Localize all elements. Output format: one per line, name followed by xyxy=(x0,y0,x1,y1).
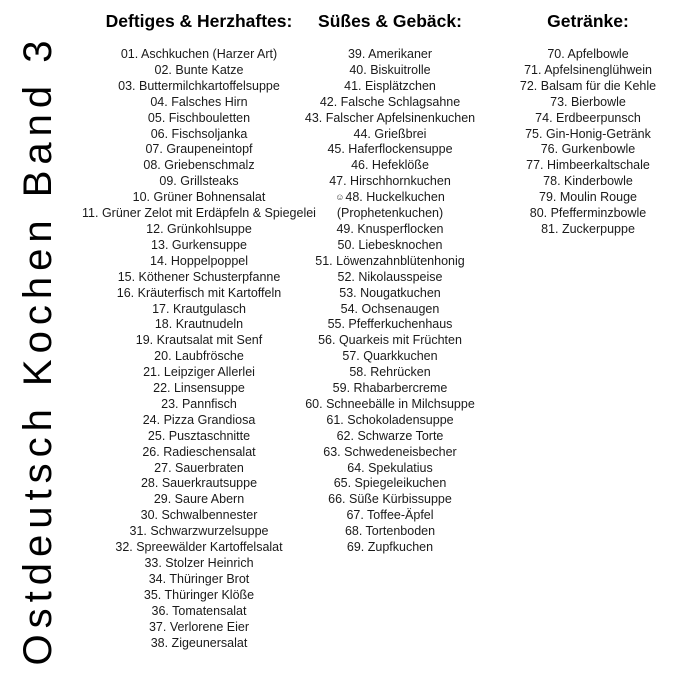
column-suesses-gebaeck xyxy=(285,8,495,556)
list-item: 29. Saure Abern xyxy=(153,492,245,507)
list-item: 46. Hefeklöße xyxy=(351,158,429,173)
list-item: 65. Spiegeleikuchen xyxy=(333,476,447,491)
list-item: 44. Grießbrei xyxy=(353,126,427,141)
list-item: 09. Grillsteaks xyxy=(159,174,239,189)
list-item: 28. Sauerkrautsuppe xyxy=(140,476,258,491)
list-item: 11. Grüner Zelot mit Erdäpfeln & Spiegelei xyxy=(82,206,316,221)
list-item: 60. Schneebälle in Milchsuppe xyxy=(305,396,475,411)
list-item: 20. Laubfrösche xyxy=(154,349,244,364)
column-getraenke xyxy=(493,8,683,238)
list-item: 64. Spekulatius xyxy=(347,460,433,475)
list-item: 22. Linsensuppe xyxy=(153,381,245,396)
list-item: 31. Schwarzwurzelsuppe xyxy=(129,524,269,539)
list-item: 32. Spreewälder Kartoffelsalat xyxy=(115,540,283,555)
list-item: 40. Biskuitrolle xyxy=(349,62,431,77)
list-item: 17. Krautgulasch xyxy=(152,301,246,316)
list-item: 81. Zuckerpuppe xyxy=(541,221,635,236)
list-item: 33. Stolzer Heinrich xyxy=(144,556,254,570)
list-item: 78. Kinderbowle xyxy=(543,174,633,189)
list-item: 08. Griebenschmalz xyxy=(143,158,255,173)
list-item: 71. Apfelsinenglühwein xyxy=(524,62,652,77)
recipe-list-suesses-gebaeck xyxy=(285,47,495,556)
list-item: 47. Hirschhornkuchen xyxy=(329,174,451,189)
list-item: 63. Schwedeneisbecher xyxy=(323,444,457,459)
column-header-deftiges-herzhaftes: Deftiges & Herzhaftes: xyxy=(105,11,293,31)
list-item: 05. Fischbouletten xyxy=(147,110,251,125)
list-item: 67. Toffee-Äpfel xyxy=(346,508,434,523)
list-item: 53. Nougatkuchen xyxy=(339,285,441,300)
list-item: 70. Apfelbowle xyxy=(547,47,629,61)
list-item: 76. Gurkenbowle xyxy=(540,142,636,157)
list-item: 77. Himbeerkaltschale xyxy=(526,158,650,173)
list-item: 80. Pfefferminzbowle xyxy=(529,206,647,221)
list-item: 45. Haferflockensuppe xyxy=(327,142,453,157)
list-item: 21. Leipziger Allerlei xyxy=(143,365,255,380)
list-item: 58. Rehrücken xyxy=(349,365,431,380)
list-item: 66. Süße Kürbissuppe xyxy=(328,492,452,507)
smiley-icon: ☺ xyxy=(335,192,345,203)
list-item: 07. Graupeneintopf xyxy=(145,142,253,157)
list-item: 41. Eisplätzchen xyxy=(344,78,436,93)
list-item: 72. Balsam für die Kehle xyxy=(519,78,657,93)
list-item: 43. Falscher Apfelsinenkuchen xyxy=(304,110,476,125)
list-item: 57. Quarkkuchen xyxy=(342,349,438,364)
list-item: 18. Krautnudeln xyxy=(154,317,244,332)
list-item: 24. Pizza Grandiosa xyxy=(142,412,256,427)
list-item: 54. Ochsenaugen xyxy=(340,301,440,316)
list-item: 27. Sauerbraten xyxy=(154,460,244,475)
list-item: 49. Knusperflocken xyxy=(336,221,444,236)
list-item: 03. Buttermilchkartoffelsuppe xyxy=(118,78,280,93)
list-item: 35. Thüringer Klöße xyxy=(143,587,255,602)
list-item: 75. Gin-Honig-Getränk xyxy=(525,126,651,141)
list-item: 06. Fischsoljanka xyxy=(150,126,248,141)
list-item: 42. Falsche Schlagsahne xyxy=(319,94,461,109)
list-item: 01. Aschkuchen (Harzer Art) xyxy=(120,47,278,61)
list-item: 73. Bierbowle xyxy=(550,94,626,109)
list-item: 50. Liebesknochen xyxy=(337,237,443,252)
list-item: 55. Pfefferkuchenhaus xyxy=(327,317,453,332)
list-item: 38. Zigeunersalat xyxy=(150,635,248,650)
list-item: ☺48. Huckelkuchen (Prophetenkuchen) xyxy=(335,190,445,221)
list-item: 34. Thüringer Brot xyxy=(148,571,250,586)
list-item: 14. Hoppelpoppel xyxy=(150,253,248,268)
list-item: 79. Moulin Rouge xyxy=(539,190,637,205)
list-item: 51. Löwenzahnblütenhonig xyxy=(315,253,465,268)
list-item: 04. Falsches Hirn xyxy=(150,94,248,109)
list-item: 15. Köthener Schusterpfanne xyxy=(117,269,281,284)
list-item: 62. Schwarze Torte xyxy=(336,428,444,443)
list-item: 39. Amerikaner xyxy=(347,47,433,61)
recipe-list-getraenke xyxy=(493,47,683,238)
list-item: 23. Pannfisch xyxy=(161,396,237,411)
list-item: 68. Tortenboden xyxy=(344,524,436,539)
list-item: 74. Erdbeerpunsch xyxy=(535,110,641,125)
list-item: 26. Radieschensalat xyxy=(142,444,256,459)
list-item: 59. Rhabarbercreme xyxy=(332,381,448,396)
column-header-suesses-gebaeck: Süßes & Gebäck: xyxy=(318,11,462,31)
list-item: 12. Grünkohlsuppe xyxy=(146,221,252,236)
list-item: 69. Zupfkuchen xyxy=(346,540,434,555)
vertical-book-title: Ostdeutsch Kochen Band 3 xyxy=(16,34,60,666)
list-item: 10. Grüner Bohnensalat xyxy=(132,190,266,205)
list-item: 25. Pusztaschnitte xyxy=(147,428,251,443)
list-item: 56. Quarkeis mit Früchten xyxy=(318,333,462,348)
list-item: 13. Gurkensuppe xyxy=(151,237,247,252)
list-item: 19. Krautsalat mit Senf xyxy=(135,333,263,348)
list-item: 37. Verlorene Eier xyxy=(148,619,250,634)
list-item: 30. Schwalbennester xyxy=(140,508,258,523)
list-item: 52. Nikolausspeise xyxy=(337,269,443,284)
list-item: 16. Kräuterfisch mit Kartoffeln xyxy=(116,285,282,300)
list-item: 61. Schokoladensuppe xyxy=(326,412,454,427)
column-header-getraenke: Getränke: xyxy=(547,11,629,31)
list-item: 36. Tomatensalat xyxy=(151,603,247,618)
list-item: 02. Bunte Katze xyxy=(154,62,244,77)
